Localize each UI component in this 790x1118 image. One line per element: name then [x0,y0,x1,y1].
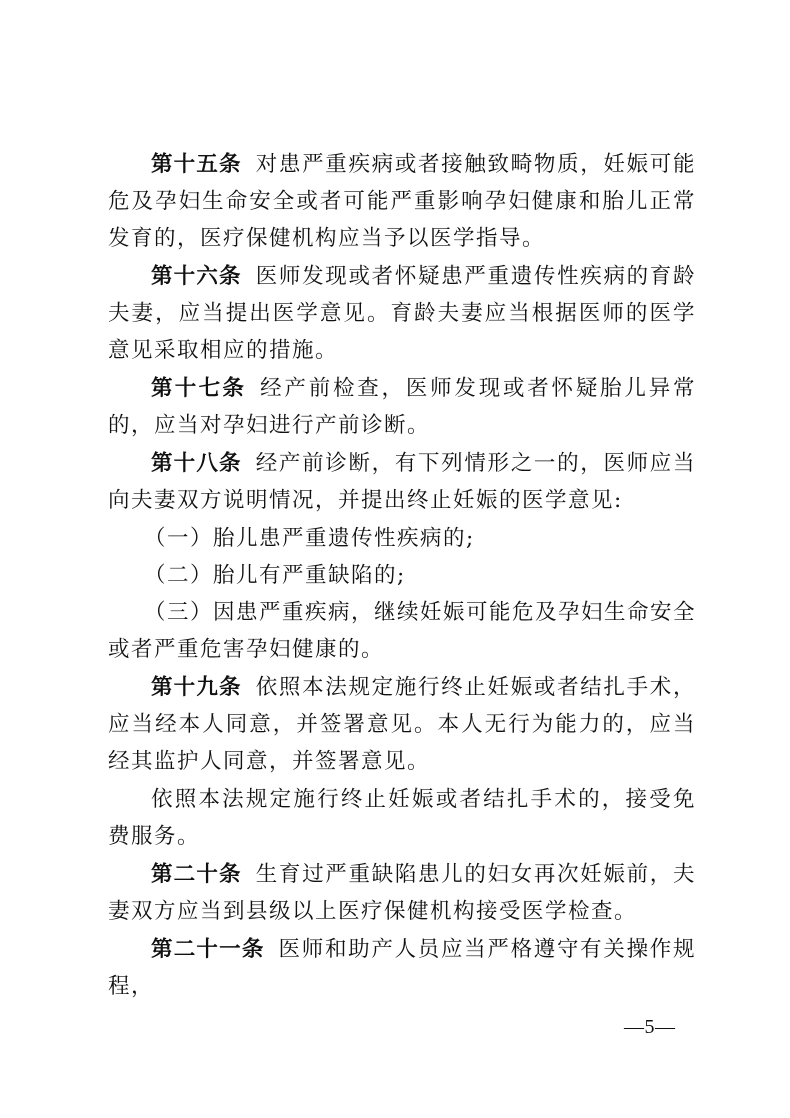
article-17 [108,370,696,444]
article-18 [108,445,696,519]
article-16 [108,258,696,369]
list-item: （二）胎儿有严重缺陷的; [144,563,406,588]
article-title: 第二十条 [151,862,242,887]
article-body: 生育过严重缺陷患儿的妇女再次妊娠前，夫妻双方应当到县级以上医疗保健机构接受医学检查。 [108,862,696,924]
article-title: 第十九条 [151,675,242,700]
article-20 [108,856,696,930]
list-item: （三）因患严重疾病，继续妊娠可能危及孕妇生命安全或者严重危害孕妇健康的。 [108,600,697,662]
article-21 [108,931,696,1005]
page-number: —5— [624,1016,676,1038]
article-title: 第十七条 [151,376,247,401]
article-15 [108,146,696,257]
article-19 [108,669,696,780]
article-body: 医师和助产人员应当严格遵守有关操作规程， [108,937,696,999]
plain-paragraph: 依照本法规定施行终止妊娠或者结扎手术的，接受免费服务。 [108,787,696,849]
article-body: 依照本法规定施行终止妊娠或者结扎手术，应当经本人同意，并签署意见。本人无行为能力的，应当经其监护人同意，并签署意见。 [108,675,696,774]
article-title: 第十六条 [151,264,242,289]
article-title: 第十八条 [151,451,242,476]
article-body: 医师发现或者怀疑患严重遗传性疾病的育龄夫妻，应当提出医学意见。育龄夫妻应当根据医师的医学意见采取相应的措施。 [108,264,696,363]
article-body: 经产前检查，医师发现或者怀疑胎儿异常的，应当对孕妇进行产前诊断。 [108,376,696,438]
article-body: 经产前诊断，有下列情形之一的，医师应当向夫妻双方说明情况，并提出终止妊娠的医学意见: [108,451,696,513]
list-item: （一）胎儿患严重遗传性疾病的; [144,526,475,551]
article-body: 对患严重疾病或者接触致畸物质，妊娠可能危及孕妇生命安全或者可能严重影响孕妇健康和胎儿正常发育的，医疗保健机构应当予以医学指导。 [108,152,696,251]
article-title: 第十五条 [151,152,242,177]
article-title: 第二十一条 [151,937,265,962]
